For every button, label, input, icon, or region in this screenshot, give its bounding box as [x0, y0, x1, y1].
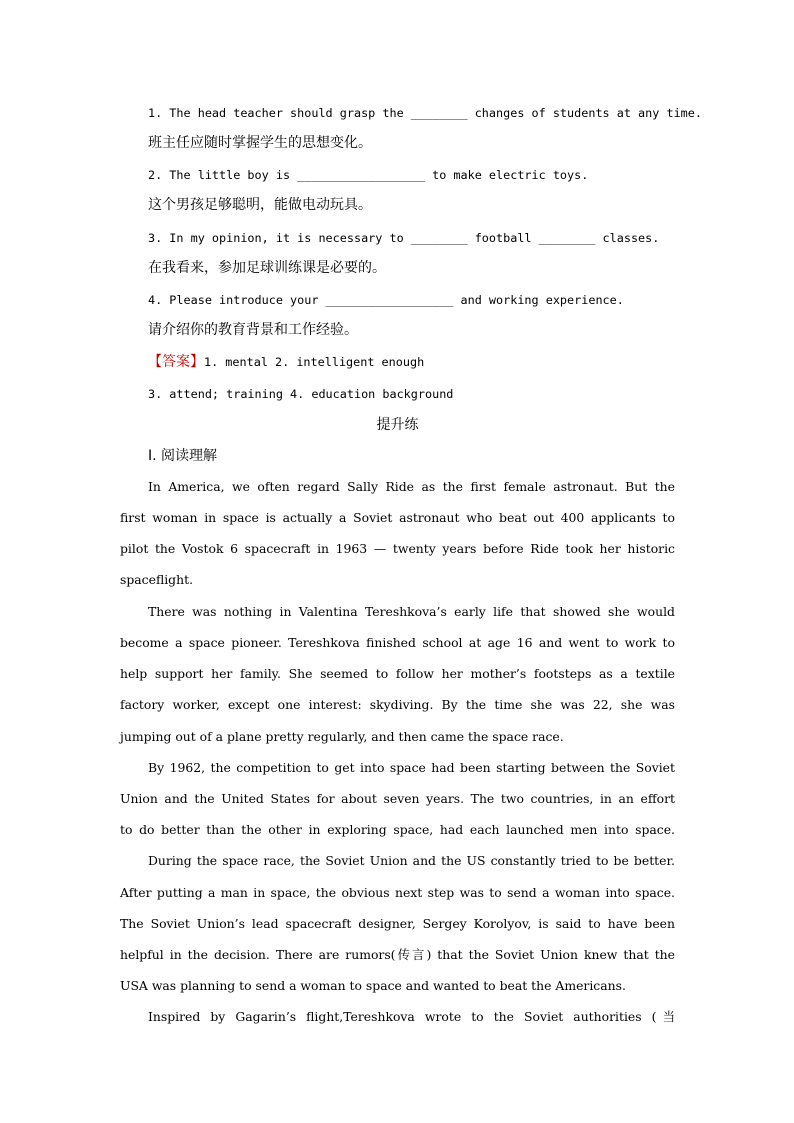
- answer-label: 【答案】: [148, 354, 204, 370]
- passage-line: Inspired by Gagarin’s flight,Tereshkova wrote to the Soviet authorities (当: [148, 1009, 675, 1024]
- exercise-3-translation: 在我看来，参加足球训练课是必要的。: [148, 260, 386, 276]
- passage-line: help support her family. She seemed to follow her mother’s footsteps as a textile: [120, 666, 675, 681]
- answer-line-1: [148, 353, 675, 371]
- passage-line: During the space race, the Soviet Union and the US constantly tried to be better.: [148, 853, 675, 868]
- passage-line: There was nothing in Valentina Tereshkova’s early life that showed she would: [148, 604, 675, 619]
- passage-line: Union and the United States for about seven years. The two countries, in an effort: [120, 791, 675, 806]
- passage-line: spaceflight.: [120, 572, 194, 587]
- passage-line: By 1962, the competition to get into space had been starting between the Soviet: [148, 760, 675, 775]
- part-heading: Ⅰ. 阅读理解: [148, 448, 218, 464]
- exercise-2-sentence: 2. The little boy is __________________ to make electric toys.: [148, 168, 589, 182]
- passage-line: The Soviet Union’s lead spacecraft designer, Sergey Korolyov, is said to have been: [120, 916, 675, 931]
- passage-line: After putting a man in space, the obvious next step was to send a woman into space.: [120, 885, 675, 900]
- passage-line: pilot the Vostok 6 spacecraft in 1963 — twenty years before Ride took her historic: [120, 541, 675, 556]
- passage-line: become a space pioneer. Tereshkova finished school at age 16 and went to work to: [120, 635, 675, 650]
- passage-line: USA was planning to send a woman to space and wanted to beat the Americans.: [120, 978, 626, 993]
- exercise-1-translation: 班主任应随时掌握学生的思想变化。: [148, 135, 372, 151]
- section-title: 提升练: [376, 417, 419, 433]
- passage-line: helpful in the decision. There are rumors(传言) that the Soviet Union knew that the: [120, 947, 675, 962]
- passage-line: factory worker, except one interest: skydiving. By the time she was 22, she was: [120, 697, 675, 712]
- answer-line-2: 3. attend; training 4. education background: [148, 387, 454, 401]
- passage-line: jumping out of a plane pretty regularly, and then came the space race.: [120, 729, 564, 744]
- exercise-4-translation: 请介绍你的教育背景和工作经验。: [148, 322, 358, 338]
- exercise-2-translation: 这个男孩足够聪明，能做电动玩具。: [148, 197, 372, 213]
- exercise-1-sentence: 1. The head teacher should grasp the ________ changes of students at any time.: [148, 106, 702, 120]
- exercise-4-sentence: 4. Please introduce your __________________ and working experience.: [148, 293, 624, 307]
- passage-line: to do better than the other in exploring space, had each launched men into space.: [120, 822, 675, 837]
- exercise-3-sentence: 3. In my opinion, it is necessary to ________ football ________ classes.: [148, 231, 660, 245]
- answer-text-1: 1. mental 2. intelligent enough: [204, 355, 425, 369]
- passage-line: first woman in space is actually a Soviet astronaut who beat out 400 applicants to: [120, 510, 675, 525]
- passage-line: In America, we often regard Sally Ride as the first female astronaut. But the: [148, 479, 675, 494]
